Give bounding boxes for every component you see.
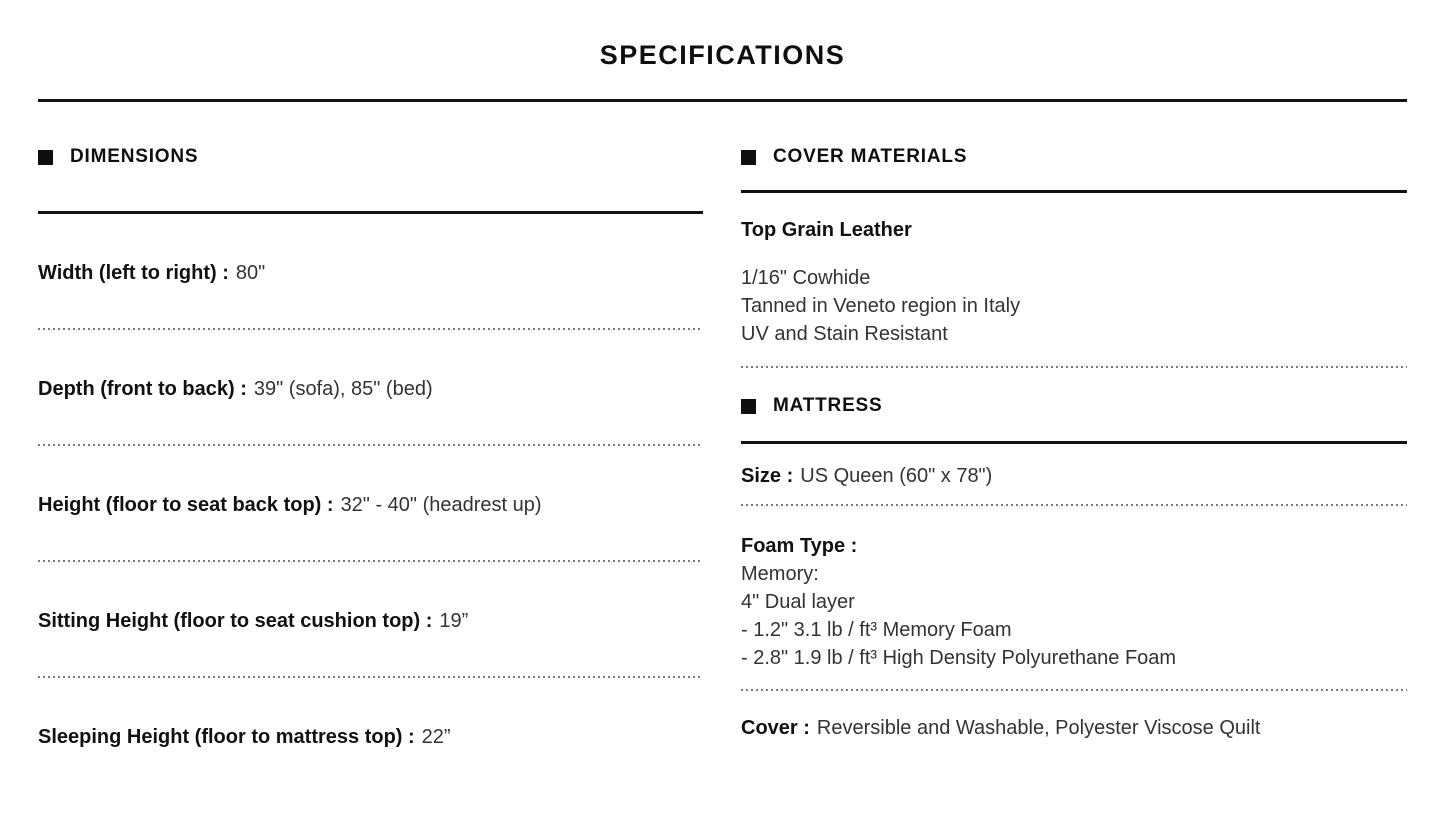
foam-type-block: [741, 532, 1407, 672]
foam-type-label: Foam Type :: [741, 535, 858, 557]
spec-row-depth: [38, 330, 703, 444]
spec-row-value: Reversible and Washable, Polyester Viscose Quilt: [816, 717, 1261, 739]
spec-row-height: [38, 446, 703, 560]
foam-detail-line: Memory:: [741, 563, 819, 585]
spec-row-label: Sitting Height (floor to seat cushion top) :: [38, 610, 433, 632]
spec-row-label: Size :: [741, 465, 794, 487]
spec-row-label: Sleeping Height (floor to mattress top) :: [38, 726, 415, 748]
leather-detail-line: Tanned in Veneto region in Italy: [741, 295, 1021, 317]
spec-row-label: Depth (front to back) :: [38, 378, 247, 400]
mattress-heading: [741, 394, 1407, 418]
cover-materials-heading: [741, 145, 1407, 169]
spec-row-width: [38, 214, 703, 328]
dimensions-section: [38, 102, 703, 751]
foam-detail-line: 4" Dual layer: [741, 591, 855, 613]
leather-details: [741, 264, 1407, 348]
spec-row-value: 32" - 40" (headrest up): [340, 494, 542, 516]
spec-row-value: 19”: [439, 610, 469, 632]
foam-detail-line: - 2.8" 1.9 lb / ft³ High Density Polyurethane Foam: [741, 647, 1177, 669]
cover-materials-divider: [741, 190, 1407, 193]
mattress-heading-label: MATTRESS: [773, 395, 883, 416]
square-bullet-icon: [741, 150, 756, 165]
foam-detail-line: - 1.2" 3.1 lb / ft³ Memory Foam: [741, 619, 1012, 641]
leather-detail-line: UV and Stain Resistant: [741, 323, 948, 345]
dimensions-heading-label: DIMENSIONS: [70, 146, 199, 167]
spec-row-value: 80": [235, 262, 266, 284]
foam-type-details: [741, 560, 1407, 672]
spec-row-sitting-height: [38, 562, 703, 676]
spec-row-label: Width (left to right) :: [38, 262, 229, 284]
square-bullet-icon: [741, 399, 756, 414]
materials-mattress-section: [741, 102, 1407, 751]
spec-row-label: Height (floor to seat back top) :: [38, 494, 334, 516]
spec-row-mattress-cover: [741, 714, 1407, 742]
row-separator: [741, 504, 1407, 506]
dimensions-heading: [38, 145, 703, 169]
square-bullet-icon: [38, 150, 53, 165]
leather-subheading: Top Grain Leather: [741, 219, 912, 241]
spec-row-mattress-size: [741, 462, 1407, 490]
spec-row-value: US Queen (60" x 78"): [800, 465, 993, 487]
spec-row-sleeping-height: [38, 678, 703, 751]
cover-materials-heading-label: COVER MATERIALS: [773, 146, 968, 167]
row-separator: [741, 689, 1407, 691]
spec-row-value: 39" (sofa), 85" (bed): [253, 378, 433, 400]
spec-row-label: Cover :: [741, 717, 810, 739]
spec-columns: [38, 102, 1407, 751]
spec-row-value: 22”: [421, 726, 451, 748]
mattress-divider: [741, 441, 1407, 444]
page-title: SPECIFICATIONS: [599, 40, 846, 70]
leather-detail-line: 1/16" Cowhide: [741, 267, 871, 289]
row-separator: [741, 366, 1407, 368]
